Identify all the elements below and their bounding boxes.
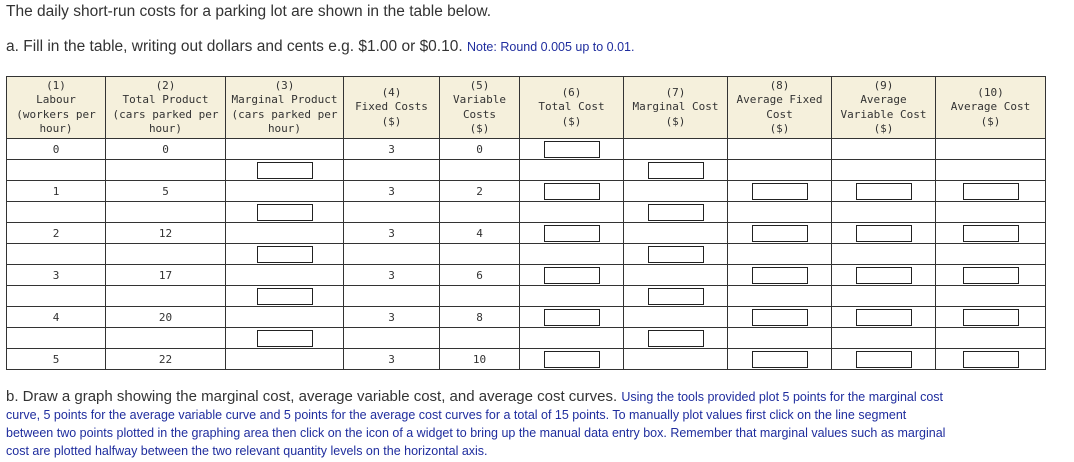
empty-cell [106, 286, 226, 307]
empty-cell [728, 286, 832, 307]
average-cost-input[interactable] [963, 309, 1019, 326]
col-header-marginal-cost: (7) Marginal Cost ($) [624, 77, 728, 139]
fixed-costs-cell: 3 [344, 307, 440, 328]
col-header-fixed-costs: (4) Fixed Costs ($) [344, 77, 440, 139]
table-row [7, 349, 1046, 370]
empty-cell [832, 139, 936, 160]
marginal-product-cell [226, 244, 344, 265]
empty-cell [520, 328, 624, 349]
average-cost-cell [936, 223, 1046, 244]
empty-cell [520, 244, 624, 265]
fixed-costs-cell: 3 [344, 181, 440, 202]
empty-cell [624, 139, 728, 160]
average-variable-cost-cell [832, 265, 936, 286]
marginal-product-input[interactable] [257, 288, 313, 305]
total-cost-cell [520, 307, 624, 328]
marginal-cost-input[interactable] [648, 162, 704, 179]
average-variable-cost-cell [832, 181, 936, 202]
average-cost-cell [936, 349, 1046, 370]
average-cost-input[interactable] [963, 351, 1019, 368]
variable-costs-cell: 8 [440, 307, 520, 328]
average-variable-cost-input[interactable] [856, 267, 912, 284]
marginal-product-input[interactable] [257, 246, 313, 263]
col-header-average-cost: (10) Average Cost ($) [936, 77, 1046, 139]
marginal-product-input[interactable] [257, 162, 313, 179]
col-header-variable-costs: (5) Variable Costs ($) [440, 77, 520, 139]
marginal-row [7, 160, 1046, 181]
average-fixed-cost-cell [728, 265, 832, 286]
col-header-total-cost: (6) Total Cost ($) [520, 77, 624, 139]
average-cost-cell [936, 265, 1046, 286]
average-fixed-cost-input[interactable] [752, 267, 808, 284]
empty-cell [936, 244, 1046, 265]
empty-cell [832, 286, 936, 307]
average-variable-cost-input[interactable] [856, 351, 912, 368]
empty-cell [728, 328, 832, 349]
total-cost-cell [520, 349, 624, 370]
empty-cell [226, 223, 344, 244]
average-fixed-cost-input[interactable] [752, 183, 808, 200]
graph-instructions: Using the tools provided plot 5 points for the marginal cost curve, 5 points for the average variable curve and 5 points for the average cost curves for a total of 15 points. To manually plot values first click on the line segment between two points plotted in the graphing area then click on the icon of a widget to bring up the manual data entry box. Remember that marginal values such as marginal cost are plotted halfway between the two relevant quantity levels on the horizontal axis. [6, 390, 946, 458]
average-fixed-cost-cell [728, 223, 832, 244]
labour-cell: 0 [7, 139, 106, 160]
total-product-cell: 5 [106, 181, 226, 202]
total-cost-cell [520, 181, 624, 202]
variable-costs-cell: 10 [440, 349, 520, 370]
empty-cell [226, 349, 344, 370]
empty-cell [7, 160, 106, 181]
question-a [6, 38, 634, 56]
empty-cell [344, 202, 440, 223]
empty-cell [520, 202, 624, 223]
empty-cell [7, 328, 106, 349]
empty-cell [7, 202, 106, 223]
total-cost-input[interactable] [544, 309, 600, 326]
variable-costs-cell: 6 [440, 265, 520, 286]
marginal-cost-input[interactable] [648, 204, 704, 221]
empty-cell [106, 202, 226, 223]
col-header-average-variable-cost: (9) Average Variable Cost ($) [832, 77, 936, 139]
average-variable-cost-cell [832, 307, 936, 328]
marginal-row [7, 328, 1046, 349]
empty-cell [728, 244, 832, 265]
average-variable-cost-cell [832, 349, 936, 370]
empty-cell [832, 202, 936, 223]
average-cost-input[interactable] [963, 183, 1019, 200]
empty-cell [832, 160, 936, 181]
average-variable-cost-input[interactable] [856, 309, 912, 326]
total-product-cell: 20 [106, 307, 226, 328]
empty-cell [624, 265, 728, 286]
empty-cell [226, 181, 344, 202]
col-header-marginal-product: (3) Marginal Product (cars parked per hour) [226, 77, 344, 139]
marginal-cost-input[interactable] [648, 246, 704, 263]
fixed-costs-cell: 3 [344, 265, 440, 286]
total-cost-input[interactable] [544, 351, 600, 368]
average-variable-cost-input[interactable] [856, 183, 912, 200]
empty-cell [624, 307, 728, 328]
empty-cell [440, 328, 520, 349]
labour-cell: 1 [7, 181, 106, 202]
table-header-row [7, 77, 1046, 139]
labour-cell: 4 [7, 307, 106, 328]
total-cost-cell [520, 139, 624, 160]
table-row [7, 181, 1046, 202]
variable-costs-cell: 2 [440, 181, 520, 202]
empty-cell [520, 286, 624, 307]
total-cost-cell [520, 265, 624, 286]
marginal-row [7, 202, 1046, 223]
question-a-text: a. Fill in the table, writing out dollars and cents e.g. $1.00 or $0.10. [6, 38, 463, 55]
empty-cell [226, 307, 344, 328]
total-product-cell: 17 [106, 265, 226, 286]
table-row [7, 265, 1046, 286]
average-cost-input[interactable] [963, 225, 1019, 242]
marginal-product-input[interactable] [257, 330, 313, 347]
marginal-product-cell [226, 286, 344, 307]
average-cost-input[interactable] [963, 267, 1019, 284]
total-cost-input[interactable] [544, 267, 600, 284]
total-product-cell: 0 [106, 139, 226, 160]
empty-cell [728, 139, 832, 160]
table-row [7, 307, 1046, 328]
empty-cell [936, 160, 1046, 181]
empty-cell [226, 139, 344, 160]
intro-text: The daily short-run costs for a parking lot are shown in the table below. [6, 3, 492, 20]
marginal-cost-cell [624, 202, 728, 223]
marginal-product-cell [226, 160, 344, 181]
empty-cell [624, 223, 728, 244]
labour-cell: 2 [7, 223, 106, 244]
average-fixed-cost-input[interactable] [752, 309, 808, 326]
empty-cell [440, 202, 520, 223]
question-b [6, 388, 946, 460]
empty-cell [344, 286, 440, 307]
empty-cell [728, 202, 832, 223]
empty-cell [520, 160, 624, 181]
empty-cell [106, 328, 226, 349]
variable-costs-cell: 4 [440, 223, 520, 244]
average-variable-cost-cell [832, 223, 936, 244]
marginal-row [7, 244, 1046, 265]
total-cost-input[interactable] [544, 225, 600, 242]
average-cost-cell [936, 181, 1046, 202]
col-header-labour: (1) Labour (workers per hour) [7, 77, 106, 139]
labour-cell: 3 [7, 265, 106, 286]
average-fixed-cost-cell [728, 181, 832, 202]
labour-cell: 5 [7, 349, 106, 370]
empty-cell [7, 244, 106, 265]
average-fixed-cost-input[interactable] [752, 225, 808, 242]
marginal-cost-cell [624, 286, 728, 307]
average-fixed-cost-cell [728, 349, 832, 370]
table-row [7, 139, 1046, 160]
empty-cell [832, 328, 936, 349]
marginal-cost-input[interactable] [648, 288, 704, 305]
empty-cell [728, 160, 832, 181]
fixed-costs-cell: 3 [344, 349, 440, 370]
empty-cell [936, 286, 1046, 307]
empty-cell [440, 286, 520, 307]
marginal-cost-cell [624, 244, 728, 265]
empty-cell [936, 139, 1046, 160]
empty-cell [936, 328, 1046, 349]
empty-cell [226, 265, 344, 286]
fixed-costs-cell: 3 [344, 223, 440, 244]
marginal-product-input[interactable] [257, 204, 313, 221]
total-cost-cell [520, 223, 624, 244]
col-header-average-fixed-cost: (8) Average Fixed Cost ($) [728, 77, 832, 139]
total-product-cell: 12 [106, 223, 226, 244]
empty-cell [624, 349, 728, 370]
empty-cell [936, 202, 1046, 223]
empty-cell [832, 244, 936, 265]
question-b-text: b. Draw a graph showing the marginal cost, average variable cost, and average cost curves. [6, 388, 618, 405]
total-cost-input[interactable] [544, 183, 600, 200]
empty-cell [440, 160, 520, 181]
marginal-row [7, 286, 1046, 307]
empty-cell [7, 286, 106, 307]
marginal-cost-input[interactable] [648, 330, 704, 347]
empty-cell [106, 160, 226, 181]
table-row [7, 223, 1046, 244]
marginal-cost-cell [624, 328, 728, 349]
total-cost-input[interactable] [544, 141, 600, 158]
empty-cell [440, 244, 520, 265]
rounding-note: Note: Round 0.005 up to 0.01. [466, 40, 635, 54]
marginal-cost-cell [624, 160, 728, 181]
average-fixed-cost-cell [728, 307, 832, 328]
average-variable-cost-input[interactable] [856, 225, 912, 242]
empty-cell [106, 244, 226, 265]
marginal-product-cell [226, 328, 344, 349]
fixed-costs-cell: 3 [344, 139, 440, 160]
variable-costs-cell: 0 [440, 139, 520, 160]
total-product-cell: 22 [106, 349, 226, 370]
empty-cell [344, 328, 440, 349]
marginal-product-cell [226, 202, 344, 223]
empty-cell [344, 244, 440, 265]
average-cost-cell [936, 307, 1046, 328]
col-header-total-product: (2) Total Product (cars parked per hour) [106, 77, 226, 139]
cost-table [6, 76, 1046, 370]
empty-cell [624, 181, 728, 202]
empty-cell [344, 160, 440, 181]
average-fixed-cost-input[interactable] [752, 351, 808, 368]
